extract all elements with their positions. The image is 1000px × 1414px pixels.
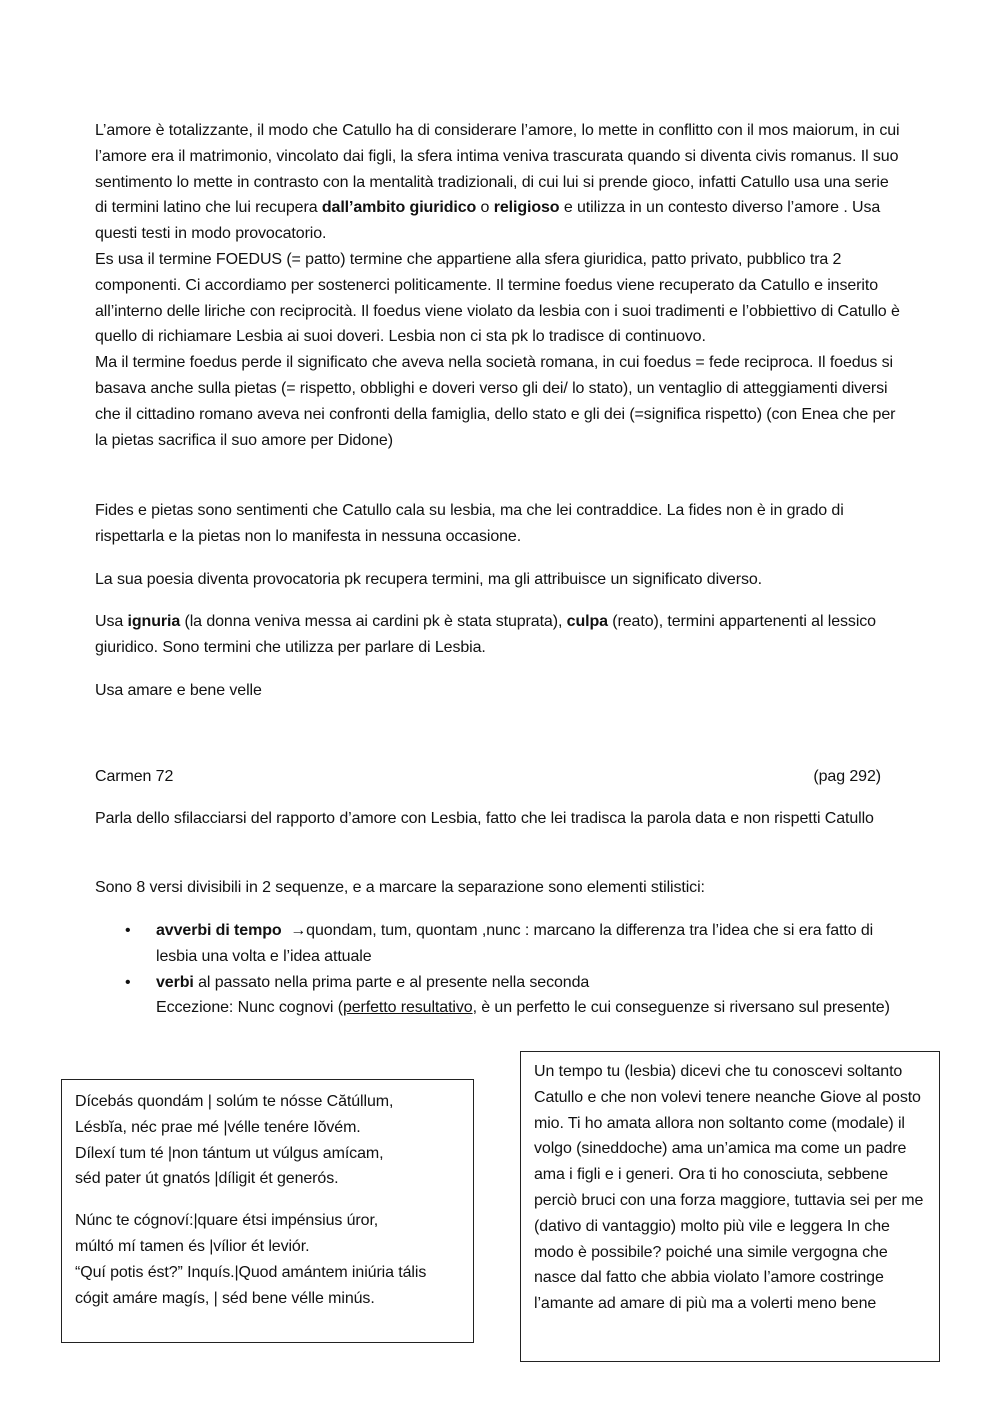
intro-paragraphs — [95, 118, 905, 453]
latin-verse: Lésbĭa, néc prae mé |vélle tenére Iŏvém. — [75, 1118, 361, 1136]
bullet-icon: • — [125, 922, 131, 939]
latin-verse: múltó mí tamen és |vílior ét leviór. — [75, 1237, 310, 1255]
paragraph-foedus: Es usa il termine FOEDUS (= patto) termine che appartiene alla sfera giuridica, patto privato, pubblico tra 2 componenti. Ci accordiamo per sostenerci politicamente. Il termine foedus viene recuperato da Catullo e inserito all’interno delle liriche con reciprocità. Il foedus viene violato da lesbia con i suoi tradimenti e l’obbiettivo di Catullo è quello di richiamare Lesbia ai suoi doveri. Lesbia non ci sta pk lo tradisce di continuovo. — [95, 250, 900, 346]
paragraph-versi: Sono 8 versi divisibili in 2 sequenze, e a marcare la separazione sono elementi stilistici: — [95, 879, 705, 896]
carmen-title: Carmen 72 — [95, 768, 174, 785]
latin-text-box — [61, 1079, 474, 1343]
paragraph-ignuria: Usa ignuria (la donna veniva messa ai cardini pk è stata stuprata), culpa (reato), termini appartenenti al lessico giuridico. Sono termini che utilizza per parlare di Lesbia. — [95, 613, 876, 656]
paragraph-fides: Fides e pietas sono sentimenti che Catullo cala su lesbia, ma che lei contraddice. La fides non è in grado di rispettarla e la pietas non lo manifesta in nessuna occasione. — [95, 502, 844, 545]
latin-verse: Núnc te cógnoví:|quare étsi impénsius úror, — [75, 1212, 379, 1230]
underlined-term: perfetto resultativo — [342, 999, 473, 1017]
paragraph-amore: L’amore è totalizzante, il modo che Catullo ha di considerare l’amore, lo mette in conflitto con il mos maiorum, in cui l’amore era il matrimonio, vincolato dai figli, la sfera intima veniva trascurata quando si diventa civis romanus. Il suo sentimento lo mette in contrasto con la mentalità tradizionali, di cui lui si prende gioco, infatti Catullo usa una serie di termini latino che lui recupera dall’ambito giuridico o religioso e utilizza in un contesto diverso l’amore . Usa questi testi in modo provocatorio. — [95, 122, 900, 243]
carmen-page-ref: (pag 292) — [813, 768, 881, 785]
translation-box — [520, 1051, 940, 1362]
latin-verse: “Quí potis ést?” Inquís.|Quod amántem iniúria tális — [75, 1263, 427, 1281]
stylistic-elements-list — [95, 918, 895, 1021]
paragraph-pietas: Ma il termine foedus perde il significato che aveva nella società romana, in cui foedus = fede reciproca. Il foedus si basava anche sulla pietas (= rispetto, obblighi e doveri verso gli dei/ lo stato), un ventaglio di atteggiamenti diversi che il cittadino romano aveva nei confronti della famiglia, dello stato e gli dei (=significa rispetto) (con Enea che per la pietas sacrifica il suo amore per Didone) — [95, 354, 896, 449]
bold-term: dall’ambito giuridico — [321, 199, 477, 217]
translation-text: Un tempo tu (lesbia) dicevi che tu conoscevi soltanto Catullo e che non volevi tenere neanche Giove al posto mio. Ti ho amata allora non soltanto come (modale) il volgo (sineddoche) ama un’amica ma come un padre ama i figli e i generi. Ora ti ho conosciuta, sebbene perciò bruci con una forza maggiore, tuttavia sei per me (dativo di vantaggio) molto più vile e leggera In che modo è possibile? poiché una simile vergogna che nasce dal fatto che abbia violato l’amore costringe l’amante ad amare di più ma a volerti meno bene — [534, 1063, 924, 1313]
latin-verse: Dílexí tum té |non tántum ut vúlgus amícam, — [75, 1144, 384, 1162]
bold-term: religioso — [493, 199, 560, 217]
latin-verse: cógit amáre magís, | séd bene vélle minús. — [75, 1289, 375, 1307]
latin-verse: Dícebás quondám | solúm te nósse Cătúllum, — [75, 1093, 394, 1110]
carmen-heading-row — [95, 764, 881, 790]
arrow-right-icon: → — [290, 922, 307, 939]
paragraph-rapporto: Parla dello sfilacciarsi del rapporto d’amore con Lesbia, fatto che lei tradisca la parola data e non rispetti Catullo — [95, 810, 874, 827]
bullet-icon: • — [125, 973, 131, 991]
list-item: • verbi al passato nella prima parte e al presente nella seconda Eccezione: Nunc cognovi (perfetto resultativo, è un perfetto le cui conseguenze si riversano sul presente) — [95, 970, 895, 1022]
list-item: • avverbi di tempo →quondam, tum, quontam ,nunc : marcano la differenza tra l’idea che si era fatto di lesbia una volta e l’idea attuale — [95, 918, 895, 970]
latin-verse: séd pater út gnatós |díligit ét generós. — [75, 1170, 339, 1188]
paragraph-poesia: La sua poesia diventa provocatoria pk recupera termini, ma gli attribuisce un significato diverso. — [95, 571, 762, 588]
paragraph-amare: Usa amare e bene velle — [95, 682, 262, 699]
